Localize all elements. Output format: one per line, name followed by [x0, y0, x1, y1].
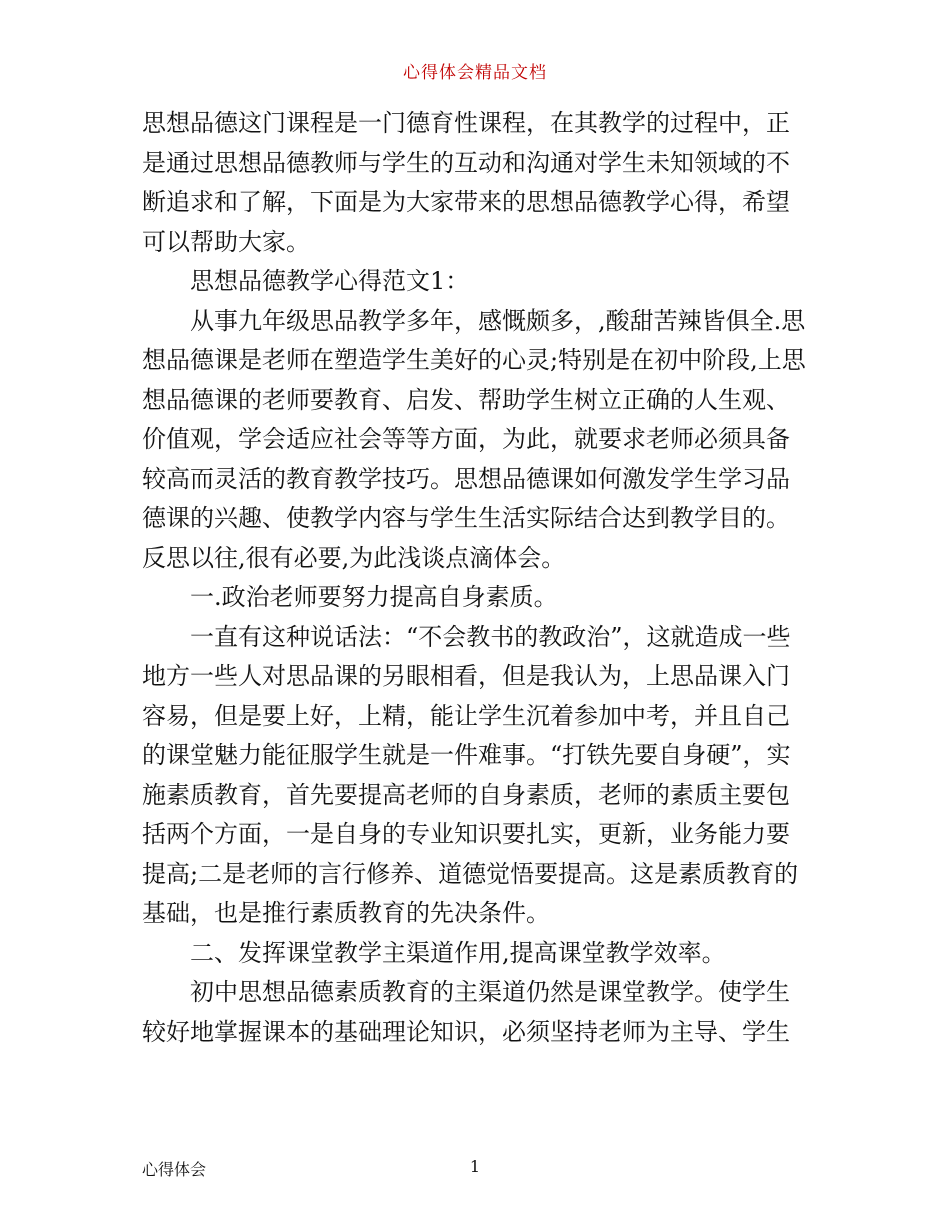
document-body — [142, 104, 812, 1052]
section-heading-2: 二、发挥课堂教学主渠道作用,提高课堂教学效率。 — [190, 938, 726, 967]
paragraph-section-2: 初中思想品德素质教育的主渠道仍然是课堂教学。使学生较好地掌握课本的基础理论知识，必须坚持老师为主导、学生 — [142, 978, 790, 1046]
document-header-title: 心得体会精品文档 — [403, 63, 547, 83]
paragraph-section-1: 一直有这种说话法：“不会教书的教政治”，这就造成一些地方一些人对思品课的另眼相看，但是我认为，上思品课入门容易，但是要上好，上精，能让学生沉着参加中考，并且自己的课堂魅力能征服学生就是一件难事。“打铁先要自身硬”，实施素质教育，首先要提高老师的自身素质，老师的素质主要包括两个方面，一是自身的专业知识要扎实，更新，业务能力要提高;二是老师的言行修养、道德觉悟要提高。这是素质教育的基础，也是推行素质教育的先决条件。 — [142, 622, 799, 927]
footer-label: 心得体会 — [142, 1160, 207, 1179]
paragraph-intro: 思想品德这门课程是一门德育性课程，在其教学的过程中，正是通过思想品德教师与学生的互动和沟通对学生未知领域的不断追求和了解，下面是为大家带来的思想品德教学心得，希望可以帮助大家。 — [142, 109, 790, 256]
section-heading-1: 一.政治老师要努力提高自身素质。 — [190, 583, 558, 611]
page-number: 1 — [469, 1157, 481, 1176]
paragraph-experience: 从事九年级思品教学多年，感慨颇多，,酸甜苦辣皆俱全.思想品德课是老师在塑造学生美好的心灵;特别是在初中阶段,上思想品德课的老师要教育、启发、帮助学生树立正确的人生观、价值观，学会适应社会等等方面，为此，就要求老师必须具备较高而灵活的教育教学技巧。思想品德课如何激发学生学习品德课的兴趣、使教学内容与学生生活实际结合达到教学目的。反思以往,很有必要,为此浅谈点滴体会。 — [142, 306, 806, 572]
paragraph-sample-heading: 思想品德教学心得范文1： — [190, 267, 470, 295]
